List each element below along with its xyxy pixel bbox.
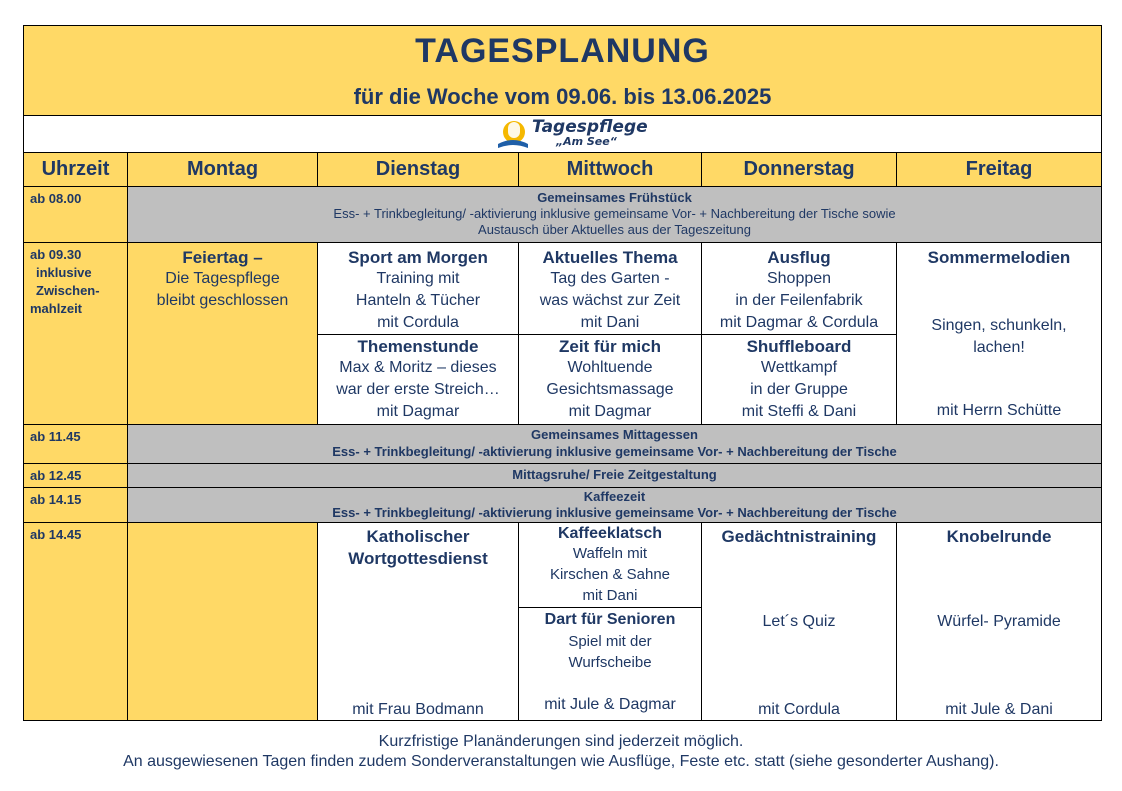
activity-line: mit Dani [582,587,638,604]
coffee-title: Kaffeezeit [583,489,646,504]
activity-line: Hanteln & Tücher [355,292,481,309]
logo-sub: „Am See“ [556,135,617,148]
coffee-block [127,487,1102,523]
time-morning-3: Zwischen- [36,283,100,298]
activity-title: Knobelrunde [946,527,1052,546]
time-lunch: ab 11.45 [23,424,128,464]
logo-bar [23,115,1102,153]
activity-line: Wettkampf [760,359,838,376]
activity-title: Gedächtnistraining [721,527,877,546]
activity-line: Wohltuende [567,359,653,376]
activity-title: Sommermelodien [927,248,1071,267]
activity-wed-morning-b [518,334,702,425]
rest-block [127,463,1102,488]
activity-fri-morning [896,242,1102,425]
activity-line: Würfel- Pyramide [937,613,1061,630]
sun-logo-icon [496,118,530,150]
time-breakfast: ab 08.00 [23,186,128,243]
col-header-time: Uhrzeit [23,152,128,187]
activity-line: Tag des Garten - [550,270,670,287]
activity-line: mit Cordula [758,701,840,718]
activity-line: Die Tagespflege [165,270,280,287]
activity-line: mit Dagmar & Cordula [719,314,879,331]
activity-title: Sport am Morgen [348,248,488,267]
logo [496,118,646,150]
activity-line: in der Gruppe [750,381,848,398]
lunch-line1: Ess- + Trinkbegleitung/ -aktivierung inklusive gemeinsame Vor- + Nachbereitung der Tische [332,444,897,459]
time-morning-4: mahlzeit [30,301,83,316]
activity-line: Shoppen [766,270,832,287]
activity-line: Training mit [376,270,460,287]
breakfast-block [127,186,1102,243]
activity-line: mit Herrn Schütte [936,402,1062,419]
breakfast-title: Gemeinsames Frühstück [537,190,692,205]
activity-wed-morning-a [518,242,702,335]
time-afternoon: ab 14.45 [23,522,128,721]
activity-wed-afternoon-b [518,607,702,721]
activity-line: mit Steffi & Dani [741,403,857,420]
activity-mon-morning [127,242,318,425]
activity-line: in der Feilenfabrik [735,292,863,309]
activity-line: mit Jule & Dagmar [544,696,676,713]
activity-line: Spiel mit der [568,633,652,650]
col-header-tuesday: Dienstag [317,152,519,187]
activity-title: Feiertag – [182,248,263,267]
activity-tue-morning-a [317,242,519,335]
coffee-line1: Ess- + Trinkbegleitung/ -aktivierung inklusive gemeinsame Vor- + Nachbereitung der Tische [332,505,897,520]
activity-line: mit Frau Bodmann [352,701,484,718]
lunch-title: Gemeinsames Mittagessen [531,427,698,442]
page-subtitle: für die Woche vom 09.06. bis 13.06.2025 [353,84,772,109]
activity-line: Wurfscheibe [568,654,652,671]
time-coffee: ab 14.15 [23,487,128,523]
activity-title: Katholischer [366,527,470,546]
activity-line: Kirschen & Sahne [549,566,671,583]
breakfast-line1: Ess- + Trinkbegleitung/ -aktivierung inklusive gemeinsame Vor- + Nachbereitung der Tische sowie [333,206,896,221]
col-header-thursday: Donnerstag [701,152,897,187]
activity-title: Aktuelles Thema [542,248,678,267]
breakfast-line2: Austausch über Aktuelles aus der Tageszeitung [478,222,751,237]
activity-wed-afternoon-a [518,522,702,608]
activity-title: Kaffeeklatsch [557,525,663,542]
col-header-wednesday: Mittwoch [518,152,702,187]
col-header-monday: Montag [127,152,318,187]
activity-line: mit Jule & Dani [945,701,1053,718]
activity-title: Ausflug [767,248,831,267]
activity-line: mit Dagmar [568,403,652,420]
time-morning [23,242,128,425]
activity-title: Zeit für mich [558,337,661,356]
logo-name: Tagespflege [532,117,648,137]
activity-title: Shuffleboard [746,337,852,356]
activity-line: bleibt geschlossen [156,292,289,309]
activity-thu-morning-a [701,242,897,335]
activity-fri-afternoon [896,522,1102,721]
activity-line: mit Cordula [377,314,459,331]
rest-title: Mittagsruhe/ Freie Zeitgestaltung [512,467,717,482]
activity-line: mit Dagmar [376,403,460,420]
time-morning-2: inklusive [36,265,92,280]
page-title: TAGESPLANUNG [415,32,710,70]
col-header-friday: Freitag [896,152,1102,187]
activity-thu-morning-b [701,334,897,425]
activity-line: Let´s Quiz [762,613,836,630]
activity-thu-afternoon [701,522,897,721]
activity-line: lachen! [973,339,1025,356]
activity-title: Themenstunde [357,337,479,356]
activity-line: mit Dani [580,314,640,331]
activity-line: war der erste Streich… [336,381,500,398]
activity-line: was wächst zur Zeit [539,292,681,309]
activity-line: Singen, schunkeln, [931,317,1067,334]
activity-line: Waffeln mit [572,545,648,562]
time-rest: ab 12.45 [23,463,128,488]
activity-mon-afternoon [127,522,318,721]
activity-line: Gesichtsmassage [546,381,674,398]
time-morning-1: ab 09.30 [30,247,82,262]
header-banner [23,25,1102,116]
activity-title: Wortgottesdienst [348,549,488,568]
lunch-block [127,424,1102,464]
activity-tue-morning-b [317,334,519,425]
activity-title: Dart für Senioren [544,611,676,628]
activity-line: Max & Moritz – dieses [339,359,497,376]
activity-tue-afternoon [317,522,519,721]
footer-note-1: Kurzfristige Planänderungen sind jederzeit möglich. [378,733,744,750]
footer-note-2: An ausgewiesenen Tagen finden zudem Sonderveranstaltungen wie Ausflüge, Feste etc. statt (siehe gesonderter Aushang). [123,753,999,770]
